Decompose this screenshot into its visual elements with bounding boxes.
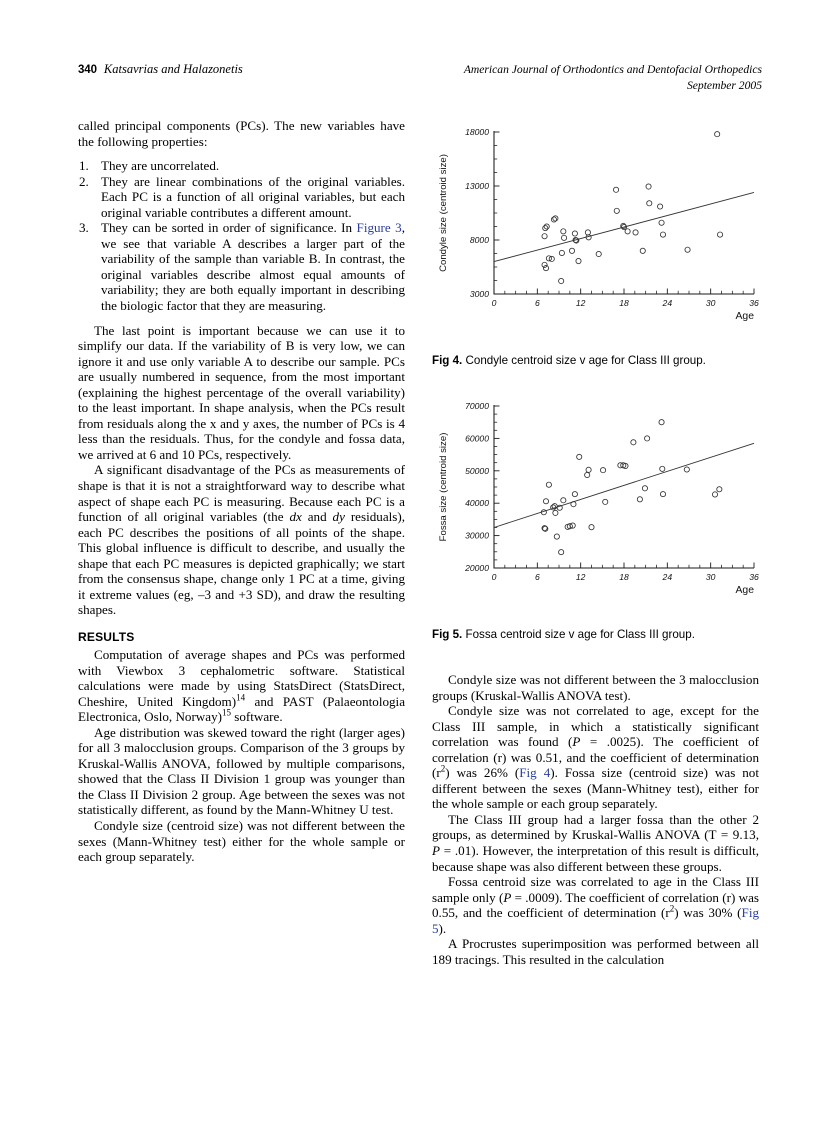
list-item [78, 158, 405, 174]
svg-text:30000: 30000 [465, 530, 489, 541]
paragraph-procrustes: A Procrustes superimposition was performed between all 189 tracings. This resulted in the calculation [432, 936, 759, 967]
figure-5-caption [432, 628, 762, 642]
p-value-symbol: P [572, 734, 581, 750]
svg-text:18000: 18000 [465, 127, 489, 137]
running-head [78, 62, 762, 102]
paragraph-text: A significant disadvantage of the PCs as measurements of shape is that it is not a straightforward way to describe what aspect of shape each PC is measuring. Because each PC is a function of all original variables (the [78, 462, 405, 525]
dy-variable: dy [332, 509, 345, 525]
running-head-left [78, 62, 243, 77]
scatter-plot-condyle [432, 118, 762, 340]
svg-text:12: 12 [575, 298, 586, 308]
svg-text:0: 0 [491, 572, 497, 582]
svg-text:12: 12 [575, 572, 586, 582]
paragraph-condyle-groups: Condyle size was not different between the 3 malocclusion groups (Kruskal-Wallis ANOVA test). [432, 672, 759, 703]
running-head-right [464, 62, 762, 94]
journal-title: American Journal of Orthodontics and Dentofacial Orthopedics [463, 63, 762, 76]
list-item [78, 174, 405, 221]
svg-text:36: 36 [749, 298, 759, 308]
paragraph-condyle-size: Condyle size (centroid size) was not different between the sexes (Mann-Whitney test) either for the whole sample or each group separately. [78, 817, 405, 865]
svg-text:Fossa size (centroid size): Fossa size (centroid size) [438, 432, 449, 542]
list-item-text: They can be sorted in order of significance. In [101, 220, 357, 236]
paragraph-condyle-correlation [432, 703, 759, 812]
svg-text:36: 36 [749, 572, 759, 582]
paragraph-text: ) was 26% ( [445, 765, 520, 781]
paragraph-text: = .01). However, the interpretation of this result is difficult, because shape was also different between these groups. [432, 843, 759, 874]
svg-text:0: 0 [491, 298, 497, 308]
paragraph-fossa-correlation [432, 874, 759, 936]
issue-date: September 2005 [686, 79, 762, 92]
paragraph-text: The Class III group had a larger fossa than the other 2 groups, as determined by Kruskal-Wallis ANOVA (T = 9.13, [432, 811, 759, 843]
svg-text:18: 18 [619, 298, 629, 308]
properties-list [78, 158, 405, 313]
paragraph-age-distribution: Age distribution was skewed toward the right (larger ages) for all 3 malocclusion groups. Comparison of the 3 groups by Kruskal-Wallis ANOVA, followed by multiple comparisons, showed that the Class II Division 1 group was younger than the Class II Division 2 group. Age between the sexes was not statistically different, as found by the Mann-Whitney U test. [78, 724, 405, 818]
svg-text:50000: 50000 [465, 465, 489, 476]
scatter-plot-fossa [432, 392, 762, 614]
svg-text:30: 30 [705, 572, 716, 582]
list-item-text: They are uncorrelated. [101, 158, 220, 174]
reference-15[interactable]: 15 [221, 707, 231, 718]
paragraph-last-point: The last point is important because we can use it to simplify our data. If the variability of B is very low, we can ignore it and use only variable A to describe our sample. PCs are usually numbered in sequence, from the most important (explaining the highest percentage of the overall variability) to the least important. In shape analysis, when the PCs result from residuals along the x and y axes, the number of PCs is 4 less than the residuals. Thus, for the condyle and fossa data, we arrived at 6 and 10 PCs, respectively. [78, 322, 405, 462]
paragraph-class3-fossa [432, 812, 759, 874]
dx-variable: dx [289, 509, 302, 525]
paragraph-disadvantage [78, 462, 405, 617]
svg-text:40000: 40000 [465, 498, 489, 509]
figure-5-caption-text: Fossa centroid size v age for Class III group. [465, 628, 695, 641]
svg-text:18: 18 [619, 572, 629, 582]
svg-text:13000: 13000 [465, 181, 489, 191]
figure-4 [432, 118, 762, 368]
p-value-symbol: P [432, 843, 440, 859]
svg-text:Age: Age [735, 585, 754, 596]
paragraph-text: Computation of average shapes and PCs was performed with Viewbox 3 cephalometric software. Statistical calculations were made by using StatsDirect (StatsDirect, Cheshire, United Kingdom) [78, 646, 405, 709]
svg-text:30: 30 [705, 298, 716, 308]
paragraph-text: = .0025). The coefficient of correlation (r) was 0.51, and the coefficient of determination (r [432, 734, 759, 781]
r-squared-exponent: 2 [440, 763, 446, 774]
figure-3-crossref[interactable]: Figure 3 [356, 220, 402, 236]
list-item [78, 220, 405, 313]
svg-text:24: 24 [662, 572, 673, 582]
paragraph-text: and [301, 509, 333, 525]
svg-text:70000: 70000 [465, 401, 489, 411]
figure-4-label: Fig 4. [432, 354, 463, 367]
svg-text:8000: 8000 [469, 235, 489, 245]
results-heading: RESULTS [78, 629, 135, 644]
paragraph-text: = .0009). The coefficient of correlation (r) was 0.55, and the coefficient of determination (r [432, 889, 759, 921]
paragraph-text: software. [230, 709, 283, 725]
paragraph-text: Condyle size was not correlated to age, except for the Class III sample, in which a statistically significant correlation was found ( [432, 703, 759, 750]
page-number: 340 [78, 64, 97, 76]
list-item-text-cont: , we see that variable A describes a larger part of the variability of the sample than variable B. In contrast, the original variables describe almost equal amounts of variability; they are both equally important in describing the biologic factor that they are measuring. [101, 220, 405, 314]
right-column [432, 672, 759, 967]
left-column [78, 118, 405, 865]
paragraph-computation [78, 647, 405, 725]
fig-4-crossref[interactable]: Fig 4 [519, 765, 551, 781]
svg-text:3000: 3000 [469, 289, 489, 299]
figure-4-caption [432, 354, 762, 368]
r-squared-exponent: 2 [669, 903, 675, 914]
paragraph-text: and PAST (Palaeontologia Electronica, Oslo, Norway) [78, 693, 406, 725]
svg-text:20000: 20000 [465, 563, 489, 573]
figure-5-chart [432, 392, 762, 614]
figure-5-label: Fig 5. [432, 628, 463, 641]
paragraph-text: ). [438, 920, 447, 936]
svg-text:6: 6 [534, 572, 540, 582]
paragraph-text: ) was 30% ( [674, 905, 742, 921]
svg-text:Age: Age [735, 311, 754, 322]
running-head-authors: Katsavrias and Halazonetis [103, 62, 243, 76]
fig-5-crossref[interactable]: Fig 5 [432, 905, 759, 936]
paragraph-text: residuals), each PC describes the positions of all points of the shape. This global influence is difficult to describe, and usually the shape that each PC measures is depicted graphically; we start from the consensus shape, change only 1 PC at a time, giving it extreme values (eg, –3 and +3 SD), and draw the resulting shapes. [78, 509, 405, 618]
svg-text:Condyle size (centroid size): Condyle size (centroid size) [438, 154, 449, 272]
figure-5 [432, 392, 762, 642]
paragraph-text: Fossa centroid size was correlated to age in the Class III sample only ( [432, 874, 759, 905]
list-item-text: They are linear combinations of the original variables. Each PC is a function of all original variables, but each original variable contributes a different amount. [101, 173, 405, 220]
figure-4-caption-text: Condyle centroid size v age for Class III group. [465, 354, 706, 367]
figure-4-chart [432, 118, 762, 340]
svg-text:24: 24 [662, 298, 673, 308]
reference-14[interactable]: 14 [236, 692, 246, 703]
svg-text:6: 6 [534, 298, 540, 308]
svg-text:60000: 60000 [465, 433, 489, 444]
paragraph-text: ). Fossa size (centroid size) was not different between the sexes (Mann-Whitney test), either for the whole sample or each group separately. [432, 765, 759, 812]
p-value-symbol: P [503, 889, 512, 905]
lead-paragraph: called principal components (PCs). The new variables have the following properties: [78, 118, 405, 149]
